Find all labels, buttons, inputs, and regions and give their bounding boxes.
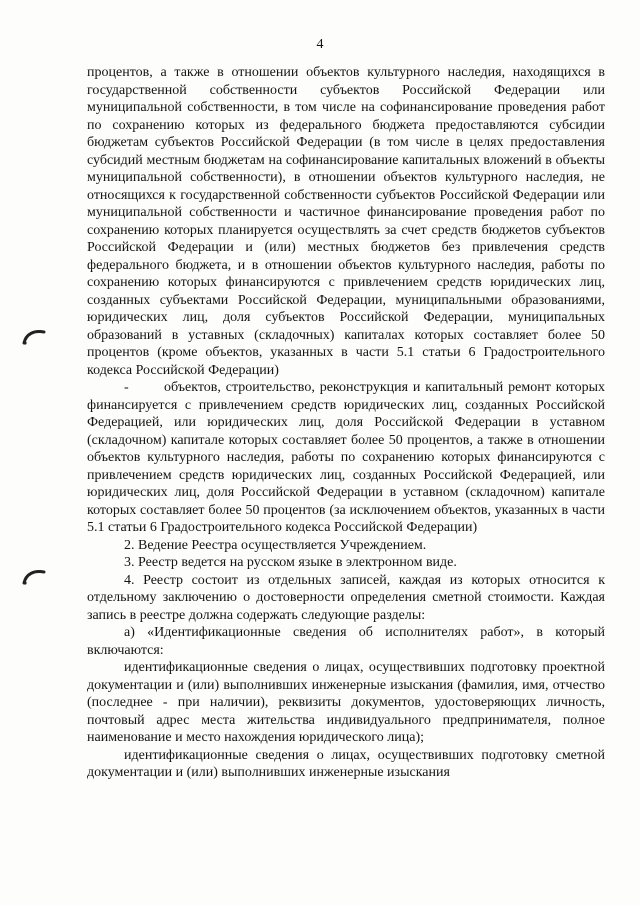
binder-ring-mark <box>22 329 46 345</box>
paragraph-identification-estimate: идентификационные сведения о лицах, осуществивших подготовку сметной документации и (или) выполнивших инженерные изыскания <box>87 747 605 780</box>
paragraph-item-3: 3. Реестр ведется на русском языке в электронном виде. <box>124 555 457 570</box>
document-body <box>87 64 605 782</box>
paragraph-identification-design: идентификационные сведения о лицах, осуществивших подготовку проектной документации и (или) выполнивших инженерные изыскания (фамилия, имя, отчество (последнее - при наличии), реквизиты документов, удостоверяющих личность, почтовый адрес места жительства индивидуального предпринимателя, полное наименование и место нахождения юридического лица); <box>87 660 605 745</box>
paragraph-item-4: 4. Реестр состоит из отдельных записей, каждая из которых относится к отдельному заключению о достоверности определения сметной стоимости. Каждая запись в реестре должна содержать следующие разделы: <box>87 572 605 623</box>
page-number: 4 <box>316 37 324 52</box>
paragraph-text: объектов, строительство, реконструкция и капитальный ремонт которых финансируется с привлечением средств юридических лиц, созданных Российской Федерацией, или юридических лиц, доля Российской Федерации в уставном (складочном) капитале которых составляет более 50 процентов, а также в отношении объектов культурного наследия, работы по сохранению которых финансируются с привлечением средств юридических лиц, созданных Российской Федерацией, или юридических лиц, доля Российской Федерации в уставном (складочном) капитале которых составляет более 50 процентов (за исключением объектов, указанных в части 5.1 статьи 6 Градостроительного кодекса Российской Федерации) <box>87 380 605 535</box>
paragraph-list-item-objects <box>87 379 605 537</box>
paragraph-subitem-a: а) «Идентификационные сведения об исполнителях работ», в который включаются: <box>87 625 605 658</box>
list-dash: - <box>124 380 129 395</box>
binder-ring-mark <box>22 569 46 585</box>
paragraph-continuation: процентов, а также в отношении объектов культурного наследия, находящихся в государственной собственности субъектов Российской Федерации или муниципальной собственности, в том числе на софинансирование проведения работ по сохранению которых из федерального бюджета предоставляются субсидии бюджетам субъектов Российской Федерации (в том числе в целях предоставления субсидий местным бюджетам на софинансирование капитальных вложений в объекты муниципальной собственности), в отношении объектов культурного наследия, не относящихся к государственной собственности субъектов Российской Федерации или муниципальной собственности и частичное финансирование проведения работ по сохранению которых планируется осуществлять за счет средств бюджетов субъектов Российской Федерации и (или) местных бюджетов без привлечения средств федерального бюджета, и в отношении объектов культурного наследия, работы по сохранению которых финансируются с привлечением средств юридических лиц, созданных субъектами Российской Федерации, муниципальными образованиями, юридических лиц, доля субъектов Российской Федерации, муниципальных образований в уставных (складочных) капиталах которых составляет более 50 процентов (кроме объектов, указанных в части 5.1 статьи 6 Градостроительного кодекса Российской Федерации) <box>87 65 605 378</box>
paragraph-item-2: 2. Ведение Реестра осуществляется Учреждением. <box>124 537 427 553</box>
